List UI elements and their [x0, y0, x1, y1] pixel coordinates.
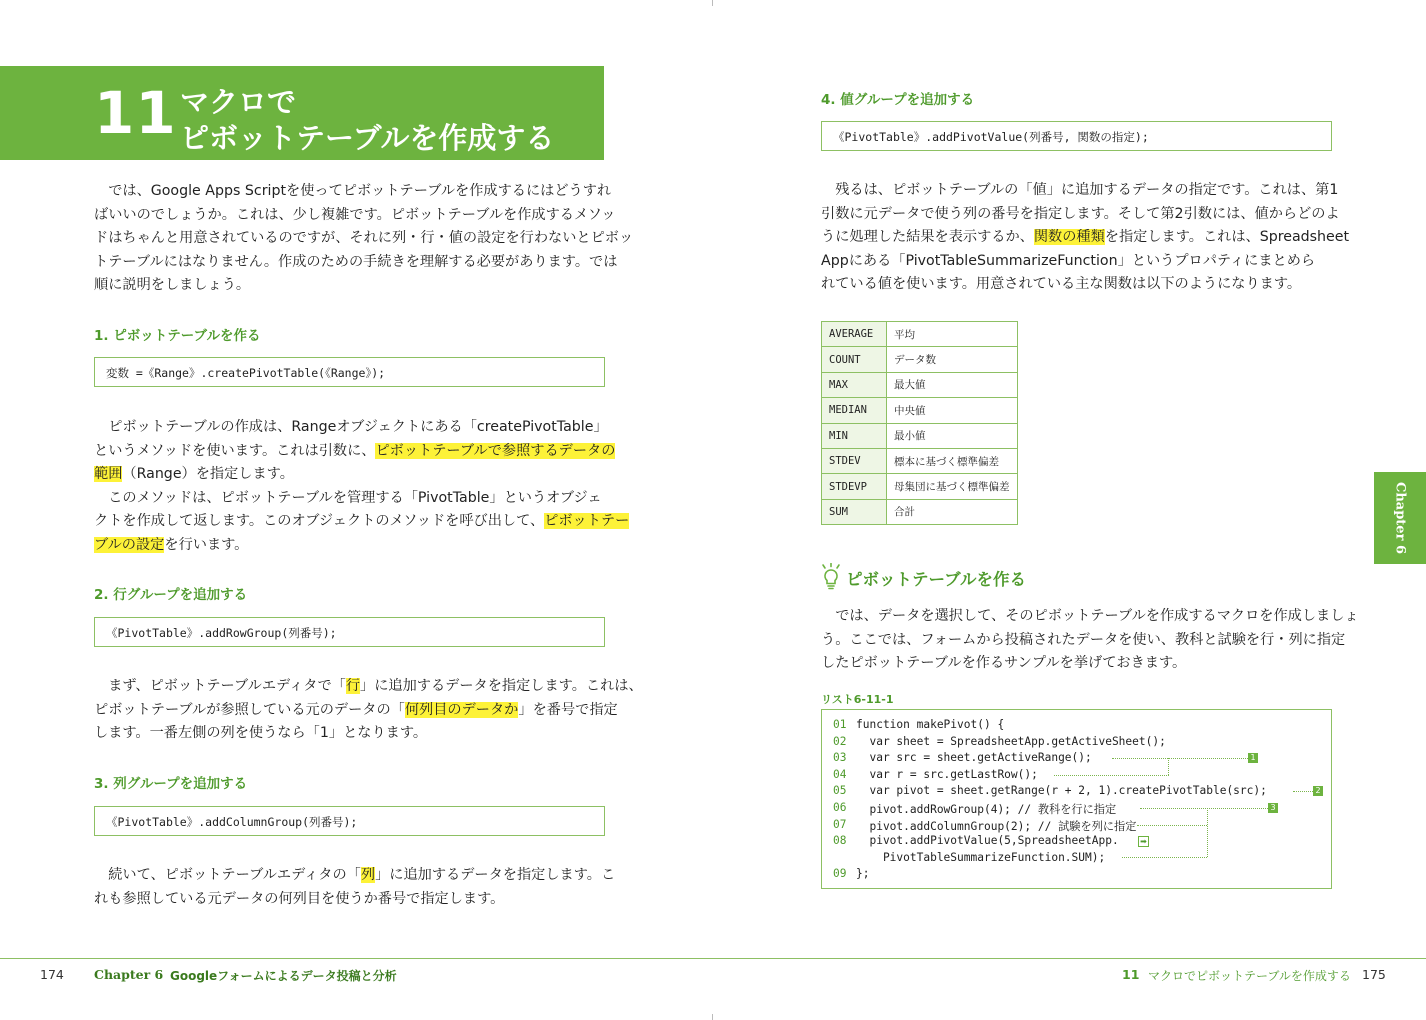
code-listing	[821, 709, 1332, 889]
body-line	[94, 463, 294, 487]
function-name: SUM	[822, 499, 887, 524]
code-line: var pivot = sheet.getRange(r + 2, 1).createPivotTable(src);	[856, 784, 1267, 798]
table-row	[822, 398, 1018, 423]
function-desc: 最大値	[887, 372, 1018, 397]
code-line: PivotTableSummarizeFunction.SUM);	[856, 850, 1106, 864]
highlight: 行	[345, 678, 361, 694]
function-name: STDEVP	[822, 474, 887, 499]
text: を行います。	[164, 536, 249, 553]
leader-line	[1207, 808, 1208, 857]
text: ピボットテーブルが参照している元のデータの「	[94, 701, 405, 718]
body-line: では、データを選択して、そのピボットテーブルを作成するマクロを作成しましょ	[821, 608, 1359, 624]
listing-label: リスト6-11-1	[821, 693, 894, 706]
body-line: ピボットテーブルの作成は、Rangeオブジェクトにある「createPivotTable」	[94, 419, 608, 435]
function-desc: 中央値	[887, 398, 1018, 423]
line-number: 08	[833, 834, 847, 848]
highlight: ブルの設定	[94, 536, 165, 553]
code-line: pivot.addColumnGroup(2); // 試験を列に指定	[856, 819, 1137, 833]
table-row	[822, 499, 1018, 524]
function-name: MEDIAN	[822, 398, 887, 423]
code-syntax-box: 《PivotTable》.addRowGroup(列番号);	[94, 617, 605, 647]
line-number: 06	[833, 801, 847, 814]
function-name: MIN	[822, 423, 887, 448]
text: クトを作成して返します。このオブジェクトのメソッドを呼び出して、	[94, 513, 545, 529]
section-title-line2: ピボットテーブルを作成する	[180, 121, 555, 155]
line-number: 04	[833, 767, 847, 781]
leader-line	[1122, 857, 1207, 858]
callout-marker-1: 1	[1248, 753, 1258, 763]
body-line	[94, 440, 615, 464]
crop-mark	[712, 0, 713, 6]
text: うに処理した結果を表示するか、	[821, 229, 1034, 245]
function-desc: 標本に基づく標準偏差	[887, 448, 1018, 473]
text: 続いて、ピボットテーブルエディタの「	[94, 867, 361, 883]
section-heading: 3. 列グループを追加する	[94, 776, 248, 792]
body-line	[94, 699, 618, 723]
table-row	[822, 423, 1018, 448]
body-line: したピボットテーブルを作るサンプルを挙げておきます。	[821, 655, 1187, 671]
function-name: STDEV	[822, 448, 887, 473]
body-line	[94, 510, 629, 534]
body-line: Appにある「PivotTableSummarizeFunction」というプロパティにまとめら	[821, 252, 1316, 269]
intro-line: トテーブルにはなりません。作成のための手続きを理解する必要があります。では	[94, 253, 618, 270]
section-heading: 1. ピボットテーブルを作る	[94, 328, 261, 344]
table-row	[822, 448, 1018, 473]
body-line	[94, 864, 615, 888]
code-line: var sheet = SpreadsheetApp.getActiveSheet();	[856, 734, 1166, 748]
code-line: pivot.addRowGroup(4); // 教科を行に指定	[856, 803, 1117, 816]
body-line	[821, 226, 1349, 250]
line-number: 03	[833, 751, 847, 765]
chapter-side-tab-label: Chapter 6	[1392, 481, 1408, 555]
line-number: 05	[833, 784, 847, 798]
leader-line	[1140, 808, 1268, 809]
footer-chapter: Chapter 6	[94, 967, 164, 982]
table-row	[822, 347, 1018, 372]
summarize-function-table	[821, 321, 1018, 525]
function-desc: 平均	[887, 322, 1018, 347]
highlight: ピボットテーブルで参照するデータの	[375, 442, 616, 459]
line-number: 07	[833, 817, 847, 831]
body-line: 引数に元データで使う列の番号を指定します。そして第2引数には、値からどのよ	[821, 205, 1340, 222]
highlight: ピボットテー	[544, 513, 630, 529]
table-row	[822, 322, 1018, 347]
footer-section-number: 11	[1122, 967, 1140, 982]
lightbulb-icon	[820, 563, 842, 591]
section-number: 11	[94, 79, 177, 147]
body-line: れも参照している元データの何列目を使うか番号で指定します。	[94, 890, 505, 907]
table-row	[822, 372, 1018, 397]
code-syntax-box: 《PivotTable》.addPivotValue(列番号, 関数の指定);	[821, 121, 1332, 151]
continuation-arrow-icon: ➡	[1138, 836, 1149, 847]
body-line: 残るは、ピボットテーブルの「値」に追加するデータの指定です。これは、第1	[821, 182, 1339, 198]
table-row	[822, 474, 1018, 499]
function-name: MAX	[822, 372, 887, 397]
code-syntax-box: 《PivotTable》.addColumnGroup(列番号);	[94, 806, 605, 836]
section-heading: 4. 値グループを追加する	[821, 92, 975, 108]
function-desc: データ数	[887, 347, 1018, 372]
code-line: pivot.addPivotValue(5,SpreadsheetApp.	[856, 834, 1119, 848]
text: を指定します。これは、Spreadsheet	[1104, 229, 1350, 245]
intro-line: ドはちゃんと用意されているのですが、それに列・行・値の設定を行わないとピボッ	[94, 230, 634, 246]
intro-line: では、Google Apps Scriptを使ってピボットテーブルを作成するにはどうすれ	[94, 183, 612, 199]
tip-heading: ピボットテーブルを作る	[846, 570, 1027, 589]
leader-line	[1293, 791, 1313, 792]
code-line: function makePivot() {	[856, 718, 1005, 731]
body-line: このメソッドは、ピボットテーブルを管理する「PivotTable」というオブジェ	[94, 489, 602, 506]
callout-marker-3: 3	[1268, 803, 1278, 813]
callout-marker-2: 2	[1313, 786, 1323, 796]
section-title-line1: マクロで	[180, 85, 297, 119]
text: 」に追加するデータを指定します。こ	[375, 867, 616, 883]
highlight: 関数の種類	[1033, 229, 1105, 245]
function-desc: 母集団に基づく標準偏差	[887, 474, 1018, 499]
page-number-left: 174	[40, 967, 64, 982]
text: 」に追加するデータを指定します。これは、	[360, 678, 643, 694]
footer-section-title: マクロでピボットテーブルを作成する	[1148, 969, 1351, 983]
text: というメソッドを使います。これは引数に、	[94, 442, 376, 459]
chapter-side-tab	[1374, 472, 1426, 564]
function-name: COUNT	[822, 347, 887, 372]
text: 」を番号で指定	[518, 701, 618, 718]
body-line	[94, 675, 643, 699]
highlight: 範囲	[94, 466, 123, 482]
function-desc: 合計	[887, 499, 1018, 524]
code-line: var r = src.getLastRow();	[856, 767, 1038, 781]
highlight: 列	[360, 867, 376, 883]
crop-mark	[712, 1014, 713, 1020]
leader-line	[1137, 825, 1207, 826]
code-line: var src = sheet.getActiveRange();	[856, 751, 1092, 765]
section-heading: 2. 行グループを追加する	[94, 587, 248, 603]
body-line: します。一番左側の列を使うなら「1」となります。	[94, 725, 428, 741]
page-number-right: 175	[1362, 967, 1386, 982]
code-line: };	[856, 867, 870, 881]
text: （Range）を指定します。	[122, 466, 294, 482]
leader-line	[1054, 775, 1169, 776]
line-number: 09	[833, 867, 847, 881]
footer-chapter-title: Googleフォームによるデータ投稿と分析	[170, 969, 397, 983]
line-number: 02	[833, 734, 847, 748]
footer-rule	[0, 958, 1426, 959]
intro-line: 順に説明をしましょう。	[94, 277, 251, 293]
function-name: AVERAGE	[822, 322, 887, 347]
intro-line: ばいいのでしょうか。これは、少し複雑です。ピボットテーブルを作成するメソッ	[94, 206, 616, 223]
leader-line	[1112, 758, 1248, 759]
chapter-banner	[0, 66, 604, 160]
body-line	[94, 534, 248, 558]
highlight: 何列目のデータか	[404, 701, 519, 718]
function-desc: 最小値	[887, 423, 1018, 448]
body-line: れている値を使います。用意されている主な関数は以下のようになります。	[821, 276, 1302, 292]
text: まず、ピボットテーブルエディタで「	[94, 678, 346, 694]
body-line: う。ここでは、フォームから投稿されたデータを使い、教科と試験を行・列に指定	[821, 631, 1346, 648]
leader-line	[1168, 758, 1169, 775]
line-number: 01	[833, 718, 847, 731]
code-syntax-box: 変数 =《Range》.createPivotTable(《Range》);	[94, 357, 605, 387]
